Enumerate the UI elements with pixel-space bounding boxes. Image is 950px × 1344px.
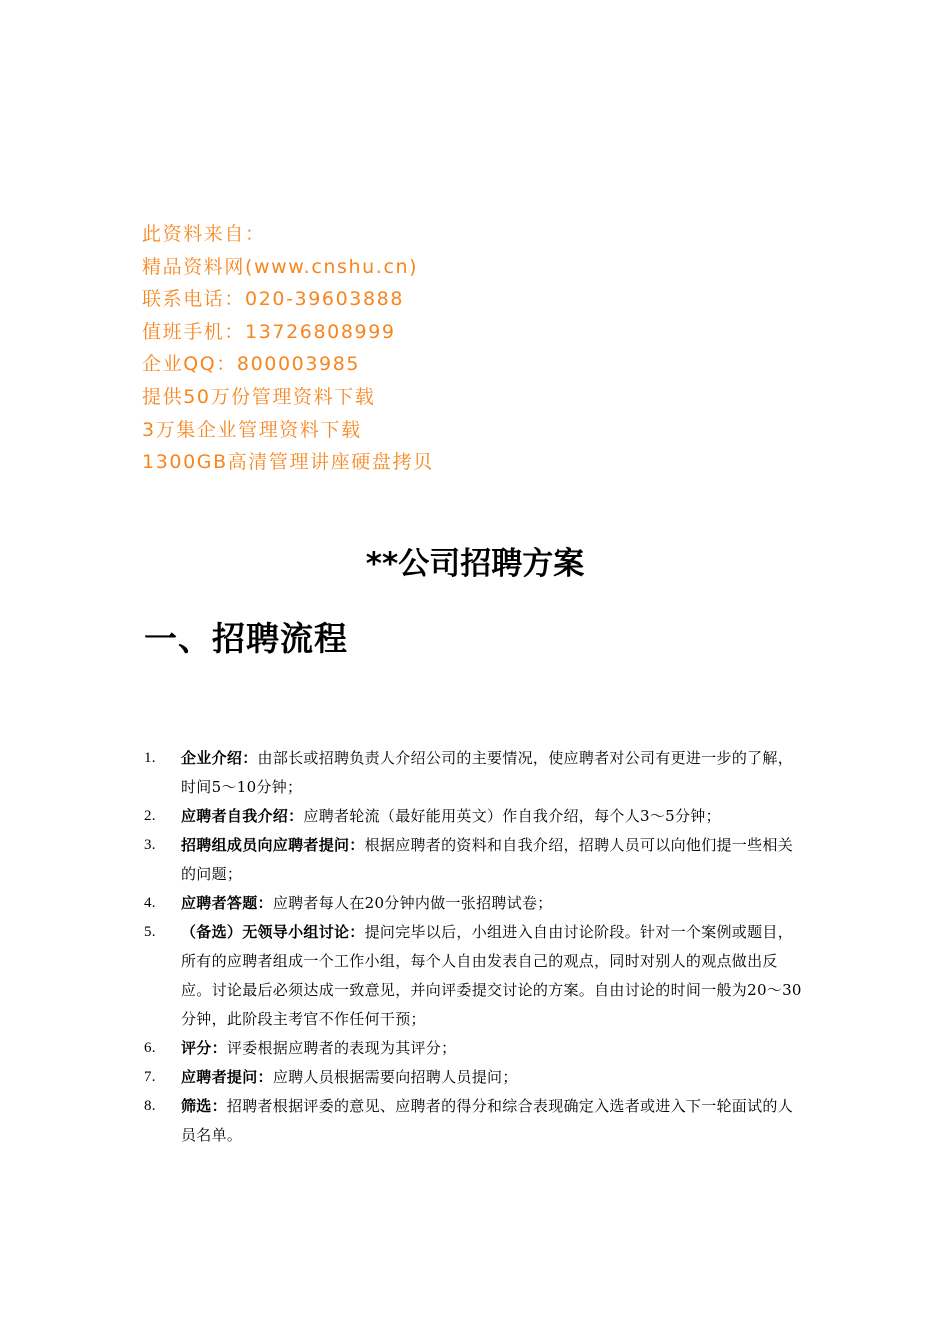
source-line-phone: 联系电话：020-39603888: [142, 288, 405, 311]
step-label: （备选）无领导小组讨论：: [181, 923, 365, 941]
source-info-block: [142, 218, 662, 479]
step-number: 4.: [144, 895, 156, 911]
source-line-mobile: 值班手机：13726808999: [142, 320, 396, 343]
step-text: 应聘者轮流（最好能用英文）作自我介绍，每个人3～5分钟；: [303, 807, 721, 825]
step-number: 7.: [144, 1069, 156, 1085]
step-label: 应聘者自我介绍：: [181, 807, 304, 825]
step-number: 8.: [144, 1098, 156, 1114]
process-step: [0, 802, 807, 831]
step-label: 应聘者答题：: [181, 894, 273, 912]
step-label: 企业介绍：: [181, 749, 258, 767]
process-step: [0, 889, 807, 918]
step-number: 2.: [144, 808, 156, 824]
step-text: 由部长或招聘负责人介绍公司的主要情况，使应聘者对公司有更进一步的了解，时间5～10分钟；: [181, 749, 794, 796]
step-number: 5.: [144, 924, 156, 940]
step-text: 提问完毕以后，小组进入自由讨论阶段。针对一个案例或题目，所有的应聘者组成一个工作小组，每个人自由发表自己的观点，同时对别人的观点做出反应。讨论最后必须达成一致意见，并向评委提交讨论的方案。自由讨论的时间一般为20～30分钟，此阶段主考官不作任何干预；: [181, 923, 802, 1028]
source-line-offer-videos: 3万集企业管理资料下载: [142, 418, 362, 441]
process-step: [0, 918, 807, 1034]
step-number: 6.: [144, 1040, 156, 1056]
step-text: 应聘人员根据需要向招聘人员提问；: [272, 1068, 518, 1086]
section-title: 一、招聘流程: [144, 619, 348, 658]
step-label: 招聘组成员向应聘者提问：: [181, 836, 365, 854]
source-line-offer-documents: 提供50万份管理资料下载: [142, 385, 376, 408]
source-line-offer-lectures: 1300GB高清管理讲座硬盘拷贝: [142, 451, 434, 474]
step-label: 评分：: [181, 1039, 227, 1057]
step-text: 招聘者根据评委的意见、应聘者的得分和综合表现确定入选者或进入下一轮面试的人员名单。: [181, 1097, 794, 1144]
step-number: 1.: [144, 750, 156, 766]
step-label: 筛选：: [181, 1097, 227, 1115]
step-text: 评委根据应聘者的表现为其评分；: [226, 1039, 457, 1057]
process-step: [0, 1092, 807, 1150]
source-line-website: 精品资料网(www.cnshu.cn): [142, 255, 419, 278]
step-text: 应聘者每人在20分钟内做一张招聘试卷；: [272, 894, 553, 912]
process-steps-list: [0, 744, 950, 1150]
source-line-origin: 此资料来自：: [142, 223, 266, 245]
step-text: 根据应聘者的资料和自我介绍，招聘人员可以向他们提一些相关的问题；: [181, 836, 794, 883]
process-step: [0, 831, 807, 889]
source-line-qq: 企业QQ：800003985: [142, 353, 361, 376]
process-step: [0, 1063, 807, 1092]
step-number: 3.: [144, 837, 156, 853]
process-step: [0, 1034, 807, 1063]
document-title: **公司招聘方案: [365, 546, 585, 582]
step-label: 应聘者提问：: [181, 1068, 273, 1086]
process-step: [0, 744, 807, 802]
